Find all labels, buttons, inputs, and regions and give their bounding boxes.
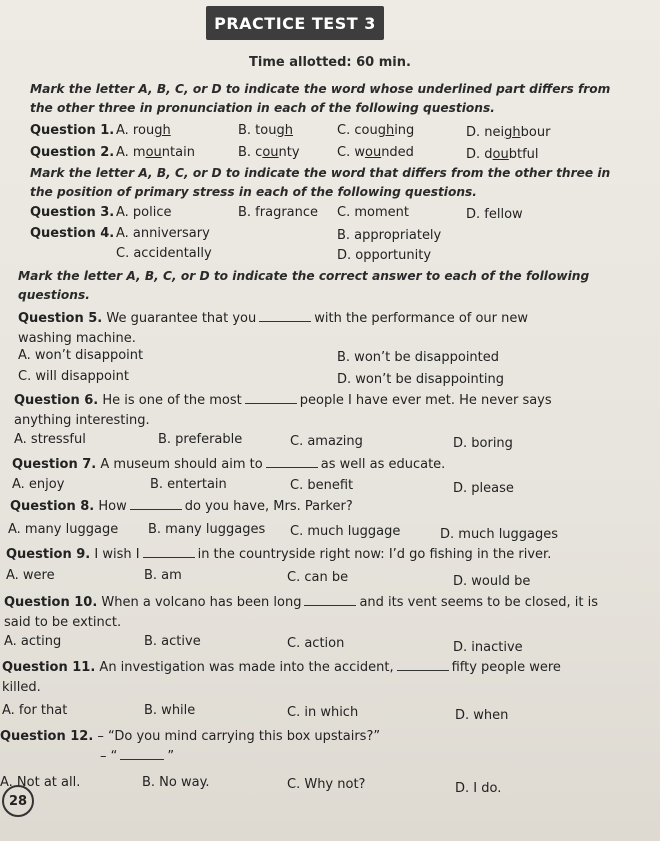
q11-option-a: A. for that <box>2 703 68 718</box>
q12-reply-blank: – “ ” <box>100 749 175 764</box>
test-title-banner <box>206 6 384 40</box>
q9-option-a: A. were <box>6 568 55 583</box>
q12-option-b: B. No way. <box>142 775 210 790</box>
q2-option-d: D. doubtful <box>466 147 539 162</box>
q2-option-b: B. county <box>238 145 300 160</box>
q1-option-d: D. neighbour <box>466 125 551 140</box>
q10-option-c: C. action <box>287 636 345 651</box>
q10-option-b: B. active <box>144 634 201 649</box>
instruction-correct-answer: Mark the letter A, B, C, or D to indicate the correct answer to each of the following questions. <box>18 269 590 302</box>
instruction-pronunciation: Mark the letter A, B, C, or D to indicate the word whose underlined part differs from the other three in pronunciation in each of the following questions. <box>30 82 611 115</box>
q12-option-c: C. Why not? <box>287 777 366 792</box>
q12-option-a: A. Not at all. <box>0 775 81 790</box>
q5-option-a: A. won’t disappoint <box>18 348 144 363</box>
q6-option-d: D. boring <box>453 436 513 451</box>
q10-option-d: D. inactive <box>453 640 523 655</box>
q12-stem: Question 12. – “Do you mind carrying this box upstairs?” <box>0 729 381 744</box>
instruction-stress: Mark the letter A, B, C, or D to indicate the word that differs from the other three in the position of primary stress in each of the following questions. <box>30 166 611 199</box>
q2-option-a: A. mountain <box>116 145 195 160</box>
q8-stem: Question 8. How do you have, Mrs. Parker? <box>10 499 353 514</box>
q1-option-c: C. coughing <box>337 123 415 138</box>
q4-option-c: C. accidentally <box>116 246 212 261</box>
page-number-text: 28 <box>8 793 28 809</box>
q9-option-b: B. am <box>144 568 182 583</box>
q3-option-c: C. moment <box>337 205 409 220</box>
q7-stem: Question 7. A museum should aim to as well as educate. <box>12 457 446 472</box>
q3-option-b: B. fragrance <box>238 205 319 220</box>
q9-option-c: C. can be <box>287 570 349 585</box>
q2-option-c: C. wounded <box>337 145 414 160</box>
q6-option-c: C. amazing <box>290 434 363 449</box>
q10-stem: Question 10. When a volcano has been long and its vent seems to be closed, it is said to be extinct. <box>4 595 598 630</box>
q3-label: Question 3. <box>30 205 115 220</box>
q4-label: Question 4. <box>30 226 115 241</box>
q12-option-d: D. I do. <box>455 781 502 796</box>
q11-option-b: B. while <box>144 703 196 718</box>
q11-option-d: D. when <box>455 708 509 723</box>
q2-label: Question 2. <box>30 145 115 160</box>
q1-label: Question 1. <box>30 123 115 138</box>
q3-option-a: A. police <box>116 205 172 220</box>
q7-option-b: B. entertain <box>150 477 227 492</box>
q5-option-d: D. won’t be disappointing <box>337 372 504 387</box>
q8-option-b: B. many luggages <box>148 522 266 537</box>
q11-stem: Question 11. An investigation was made into the accident, fifty people were killed. <box>2 660 561 695</box>
q4-option-b: B. appropriately <box>337 228 442 243</box>
q8-option-a: A. many luggage <box>8 522 119 537</box>
q4-option-a: A. anniversary <box>116 226 210 241</box>
q8-option-c: C. much luggage <box>290 524 401 539</box>
time-allotted: Time allotted: 60 min. <box>249 55 411 70</box>
q6-option-b: B. preferable <box>158 432 243 447</box>
q10-option-a: A. acting <box>4 634 62 649</box>
q7-option-c: C. benefit <box>290 478 354 493</box>
q9-option-d: D. would be <box>453 574 531 589</box>
page-number <box>2 785 34 817</box>
q11-option-c: C. in which <box>287 705 359 720</box>
q7-option-a: A. enjoy <box>12 477 65 492</box>
q6-stem: Question 6. He is one of the most people I have ever met. He never says anything interesting. <box>14 393 552 428</box>
q8-option-d: D. much luggages <box>440 527 559 542</box>
q5-option-c: C. will disappoint <box>18 369 129 384</box>
q1-option-b: B. tough <box>238 123 293 138</box>
test-title: PRACTICE TEST 3 <box>214 13 376 33</box>
q9-stem: Question 9. I wish I in the countryside right now: I’d go fishing in the river. <box>6 547 552 562</box>
q5-option-b: B. won’t be disappointed <box>337 350 500 365</box>
q4-option-d: D. opportunity <box>337 248 432 263</box>
q5-stem: Question 5. We guarantee that you with the performance of our new washing machine. <box>18 311 529 346</box>
q1-option-a: A. rough <box>116 123 171 138</box>
q7-option-d: D. please <box>453 481 514 496</box>
q3-option-d: D. fellow <box>466 207 523 222</box>
q6-option-a: A. stressful <box>14 432 86 447</box>
